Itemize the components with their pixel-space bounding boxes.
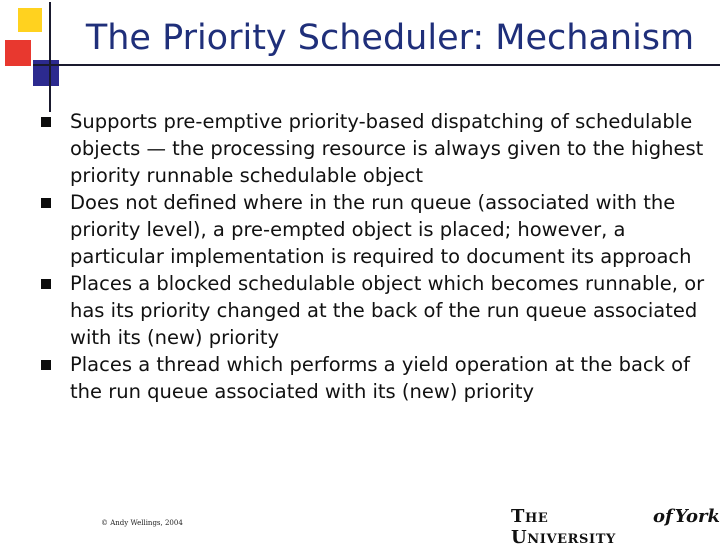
- logo-university-text: The University: [511, 506, 616, 548]
- bullet-item: [40, 189, 710, 270]
- decor-red-square: [5, 40, 31, 66]
- university-logo: [511, 506, 720, 548]
- footer-copyright: © Andy Wellings, 2004: [101, 519, 183, 527]
- bullet-list: [40, 108, 710, 405]
- decor-yellow-square: [18, 8, 42, 32]
- decor-vertical-line: [49, 2, 51, 112]
- square-bullet-icon: [41, 117, 51, 127]
- logo-york-text: York: [674, 506, 720, 527]
- square-bullet-icon: [41, 360, 51, 370]
- title-underline: [33, 64, 720, 66]
- square-bullet-icon: [41, 198, 51, 208]
- slide-title: The Priority Scheduler: Mechanism: [85, 18, 695, 58]
- bullet-item: [40, 108, 710, 189]
- bullet-text: Places a blocked schedulable object which becomes runnable, or has its priority changed at the back of the run queue associated with its (new) priority: [70, 272, 705, 349]
- bullet-item: [40, 351, 710, 405]
- bullet-text: Does not defined where in the run queue (associated with the priority level), a pre-empted object is placed; however, a particular implementation is required to document its approach: [70, 191, 692, 268]
- square-bullet-icon: [41, 279, 51, 289]
- bullet-text: Supports pre-emptive priority-based dispatching of schedulable objects — the processing resource is always given to the highest priority runnable schedulable object: [70, 110, 704, 187]
- bullet-item: [40, 270, 710, 351]
- logo-of-text: of: [653, 506, 673, 527]
- bullet-text: Places a thread which performs a yield operation at the back of the run queue associated with its (new) priority: [70, 353, 690, 403]
